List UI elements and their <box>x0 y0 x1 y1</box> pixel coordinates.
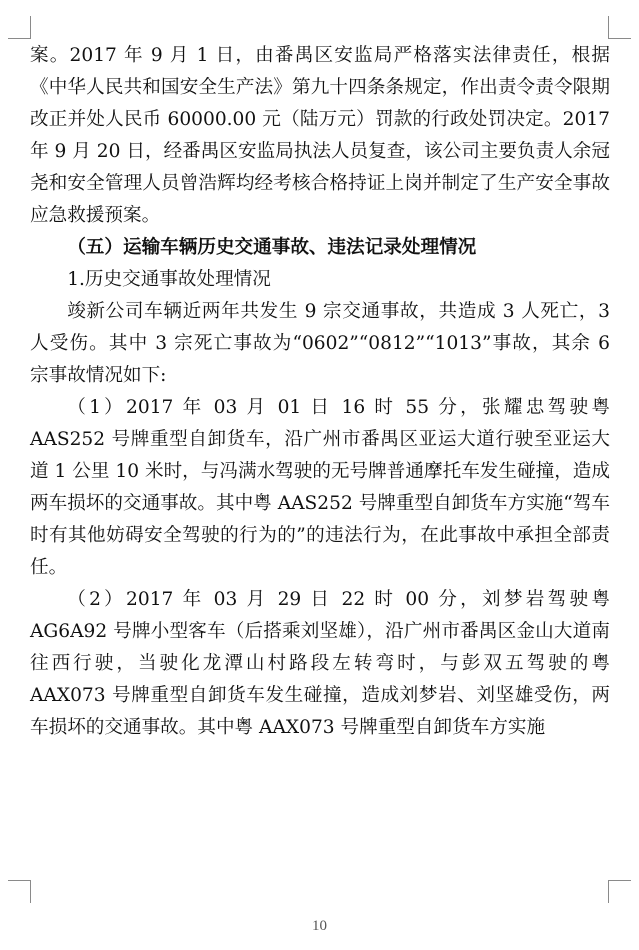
section-heading: （五）运输车辆历史交通事故、违法记录处理情况 <box>67 237 477 258</box>
body-text <box>30 40 610 744</box>
paragraph-summary: 竣新公司车辆近两年共发生 9 宗交通事故，共造成 3 人死亡，3 人受伤。其中 3 宗死亡事故为“0602”“0812”“1013”事故，其余 6 宗事故情况如下: <box>30 301 610 386</box>
crop-mark-top-right <box>608 16 631 39</box>
crop-mark-bottom-right <box>608 880 631 903</box>
crop-mark-bottom-left <box>8 880 31 903</box>
page-number: 10 <box>312 918 327 934</box>
crop-mark-top-left <box>8 16 31 39</box>
subsection-heading: 1.历史交通事故处理情况 <box>67 269 271 290</box>
paragraph-continuation: 案。2017 年 9 月 1 日，由番禺区安监局严格落实法律责任，根据《中华人民共和国安全生产法》第九十四条条规定，作出责令责令限期改正并处人民币 60000.00 元（陆万元）罚款的行政处罚决定。2017 年 9 月 20 日，经番禺区安监局执法人员复查，该公司主要负责人余冠尧和安全管理人员曾浩辉均经考核合格持证上岗并制定了生产安全事故应急救援预案。 <box>30 45 610 226</box>
paragraph-accident-2: （2）2017 年 03 月 29 日 22 时 00 分，刘梦岩驾驶粤 AG6A92 号牌小型客车（后搭乘刘坚雄），沿广州市番禺区金山大道南往西行驶，当驶化龙潭山村路段左转弯时，与彭双五驾驶的粤 AAX073 号牌重型自卸货车发生碰撞，造成刘梦岩、刘坚雄受伤，两车损坏的交通事故。其中粤 AAX073 号牌重型自卸货车方实施 <box>30 589 610 738</box>
paragraph-accident-1: （1）2017 年 03 月 01 日 16 时 55 分，张耀忠驾驶粤 AAS252 号牌重型自卸货车，沿广州市番禺区亚运大道行驶至亚运大道 1 公里 10 米时，与冯满水驾驶的无号牌普通摩托车发生碰撞，造成两车损坏的交通事故。其中粤 AAS252 号牌重型自卸货车方实施“驾车时有其他妨碍安全驾驶的行为的”的违法行为，在此事故中承担全部责任。 <box>30 397 610 578</box>
